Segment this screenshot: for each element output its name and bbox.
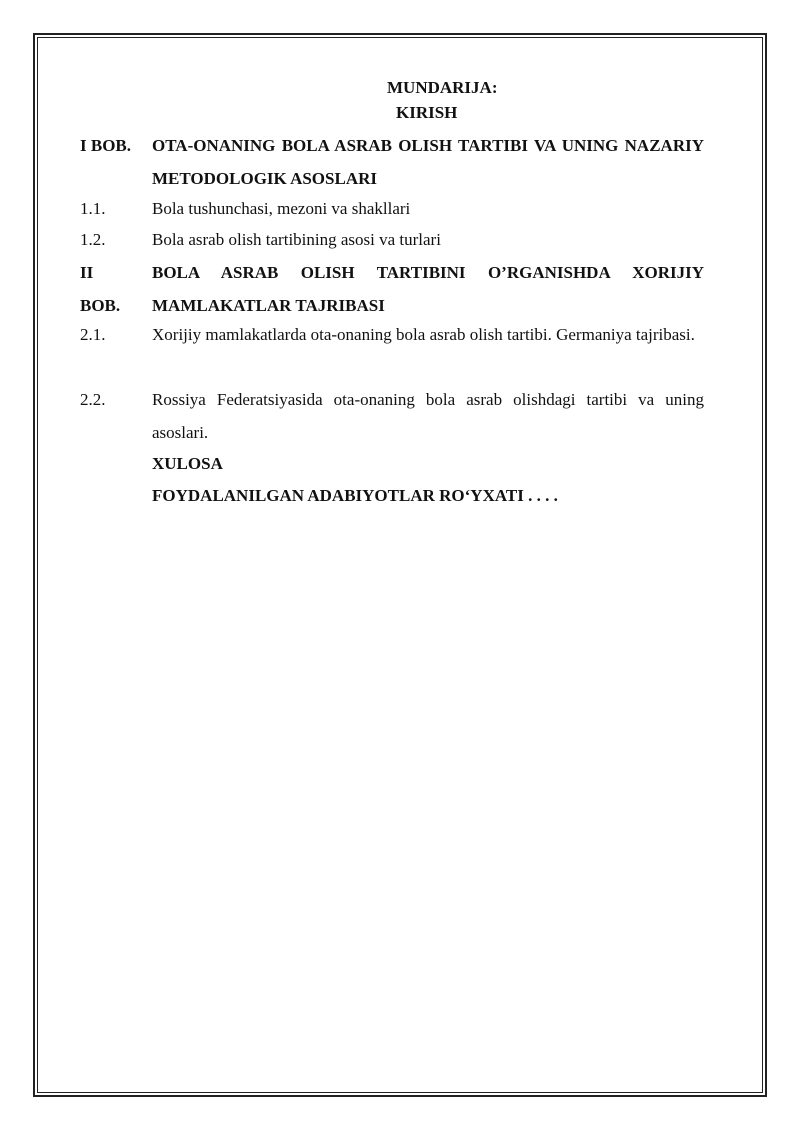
toc-entry-number — [80, 256, 150, 322]
toc-entry-text: Bola tushunchasi, mezoni va shakllari — [152, 199, 411, 218]
toc-entry-number: 2.2. — [80, 390, 106, 409]
toc-entry-1-2 — [80, 223, 704, 256]
toc-entry-2-2 — [80, 383, 704, 449]
toc-entry-chapter-2 — [80, 256, 704, 322]
toc-entry-conclusion — [80, 447, 704, 480]
toc-entry-number: 1.1. — [80, 199, 106, 218]
toc-entry-text: XULOSA — [152, 454, 223, 473]
toc-entry-text: Bola asrab olish tartibining asosi va turlari — [152, 230, 441, 249]
toc-entry-text: Rossiya Federatsiyasida ota-onaning bola asrab olishdagi tartibi va uning asoslari. — [152, 390, 704, 442]
toc-entry-number: 2.1. — [80, 325, 106, 344]
toc-entry-text: Xorijiy mamlakatlarda ota-onaning bola asrab olish tartibi. Germaniya tajribasi. — [152, 325, 695, 344]
toc-entry-number-line2: BOB. — [80, 296, 121, 315]
toc-entry-2-1 — [80, 318, 704, 351]
toc-entry-number: I BOB. — [80, 136, 132, 155]
toc-entry-text: BOLA ASRAB OLISH TARTIBINI O’RGANISHDA XORIJIY MAMLAKATLAR TAJRIBASI — [152, 263, 704, 315]
toc-entry-references — [80, 479, 704, 512]
toc-entry-text: FOYDALANILGAN ADABIYOTLAR RO‘YXATI . . . . — [152, 486, 558, 505]
toc-entry-1-1 — [80, 192, 704, 225]
toc-entry-text: OTA-ONANING BOLA ASRAB OLISH TARTIBI VA UNING NAZARIY METODOLOGIK ASOSLARI — [152, 136, 704, 188]
toc-title: MUNDARIJA: — [387, 78, 498, 97]
toc-entry-chapter-1 — [80, 129, 704, 195]
toc-entry-number: 1.2. — [80, 230, 106, 249]
toc-intro: KIRISH — [396, 103, 458, 122]
toc-entry-number-line1: II — [80, 263, 94, 282]
